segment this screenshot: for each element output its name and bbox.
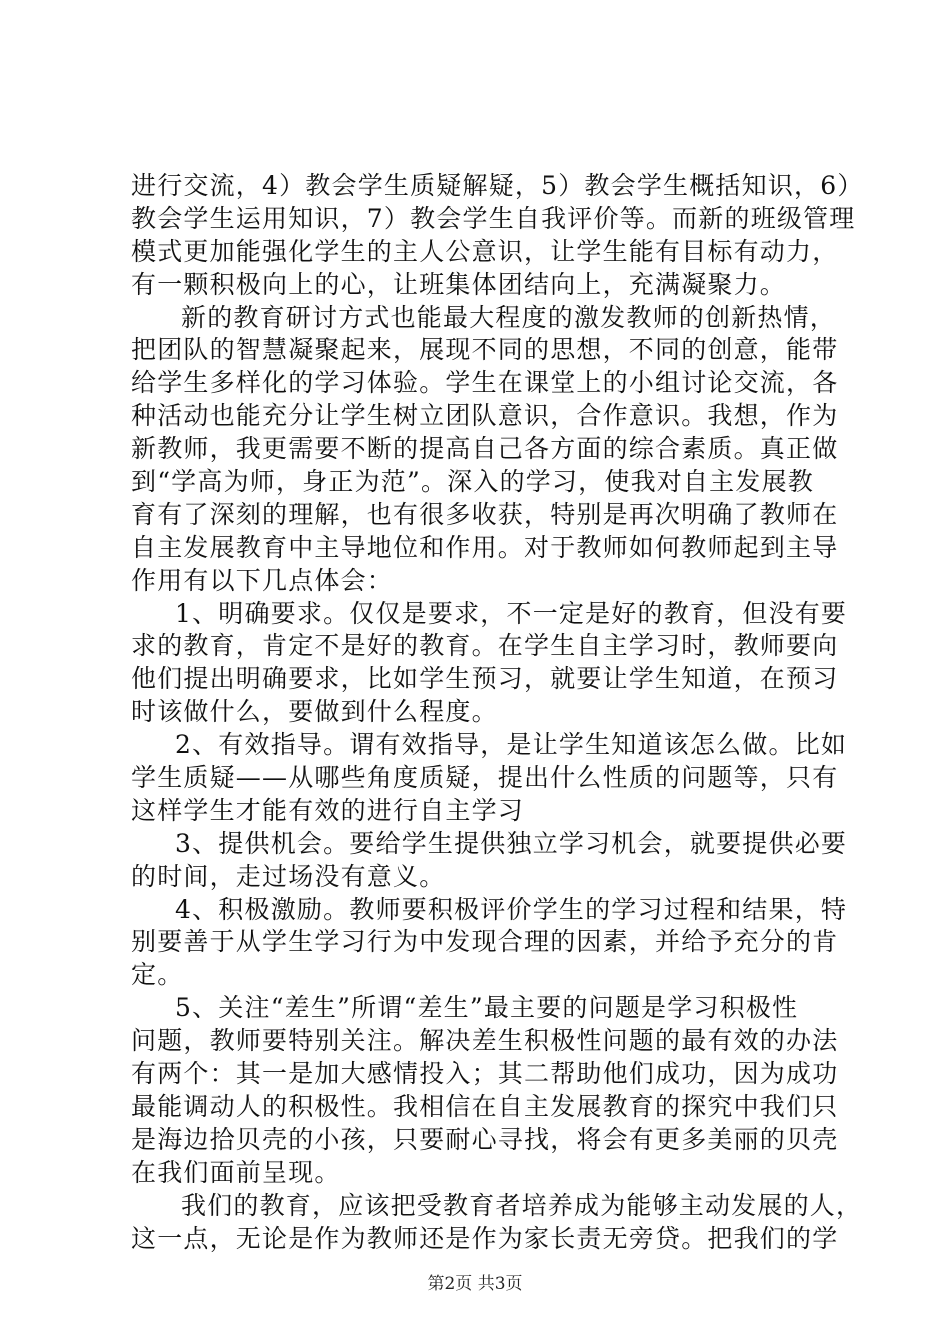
text-line: 别要善于从学生学习行为中发现合理的因素，并给予充分的肯 [131, 927, 839, 957]
text-line: 教会学生运用知识，7）教会学生自我评价等。而新的班级管理 [131, 203, 856, 233]
paragraph-start-line: 新的教育研讨方式也能最大程度的激发教师的创新热情， [181, 302, 837, 332]
text-line: 新教师，我更需要不断的提高自己各方面的综合素质。真正做 [131, 434, 839, 464]
text-line: 他们提出明确要求，比如学生预习，就要让学生知道，在预习 [131, 664, 839, 694]
list-item-2-start: 2、有效指导。谓有效指导，是让学生知道该怎么做。比如 [175, 730, 848, 760]
text-line: 求的教育，肯定不是好的教育。在学生自主学习时，教师要向 [131, 631, 839, 661]
list-item-4-start: 4、积极激励。教师要积极评价学生的学习过程和结果，特 [175, 894, 848, 924]
text-line: 把团队的智慧凝聚起来，展现不同的思想，不同的创意，能带 [131, 335, 839, 365]
page-number-label: 第2页 共3页 [427, 1274, 523, 1294]
text-line: 到“学高为师，身正为范”。深入的学习，使我对自主发展教 [131, 467, 814, 497]
text-line: 学生质疑——从哪些角度质疑，提出什么性质的问题等，只有 [131, 763, 839, 793]
text-line: 育有了深刻的理解，也有很多收获，特别是再次明确了教师在 [131, 499, 839, 529]
text-line: 作用有以下几点体会： [131, 565, 394, 595]
paragraph-start-line: 我们的教育，应该把受教育者培养成为能够主动发展的人， [181, 1190, 863, 1220]
list-item-1-start: 1、明确要求。仅仅是要求，不一定是好的教育，但没有要 [175, 598, 848, 628]
page-footer [0, 1269, 950, 1294]
text-line: 是海边拾贝壳的小孩，只要耐心寻找，将会有更多美丽的贝壳 [131, 1124, 839, 1154]
text-line: 这样学生才能有效的进行自主学习 [131, 795, 525, 825]
list-item-3-start: 3、提供机会。要给学生提供独立学习机会，就要提供必要 [175, 828, 848, 858]
text-line: 有一颗积极向上的心，让班集体团结向上，充满凝聚力。 [131, 269, 787, 299]
text-line: 问题，教师要特别关注。解决差生积极性问题的最有效的办法 [131, 1026, 839, 1056]
text-line: 定。 [131, 960, 184, 990]
text-line: 的时间，走过场没有意义。 [131, 861, 446, 891]
text-line: 这一点，无论是作为教师还是作为家长责无旁贷。把我们的学 [131, 1223, 839, 1253]
text-line: 有两个：其一是加大感情投入；其二帮助他们成功，因为成功 [131, 1059, 839, 1089]
text-line: 种活动也能充分让学生树立团队意识，合作意识。我想，作为 [131, 401, 839, 431]
text-line: 最能调动人的积极性。我相信在自主发展教育的探究中我们只 [131, 1091, 839, 1121]
text-line: 自主发展教育中主导地位和作用。对于教师如何教师起到主导 [131, 532, 839, 562]
text-line: 时该做什么，要做到什么程度。 [131, 697, 498, 727]
list-item-5-start: 5、关注“差生”所谓“差生”最主要的问题是学习积极性 [175, 993, 799, 1023]
text-line: 给学生多样化的学习体验。学生在课堂上的小组讨论交流，各 [131, 368, 839, 398]
text-line: 在我们面前呈现。 [131, 1157, 341, 1187]
document-body [131, 170, 864, 1255]
text-line: 进行交流，4）教会学生质疑解疑，5）教会学生概括知识，6） [131, 171, 864, 200]
text-line: 模式更加能强化学生的主人公意识，让学生能有目标有动力， [131, 236, 839, 266]
